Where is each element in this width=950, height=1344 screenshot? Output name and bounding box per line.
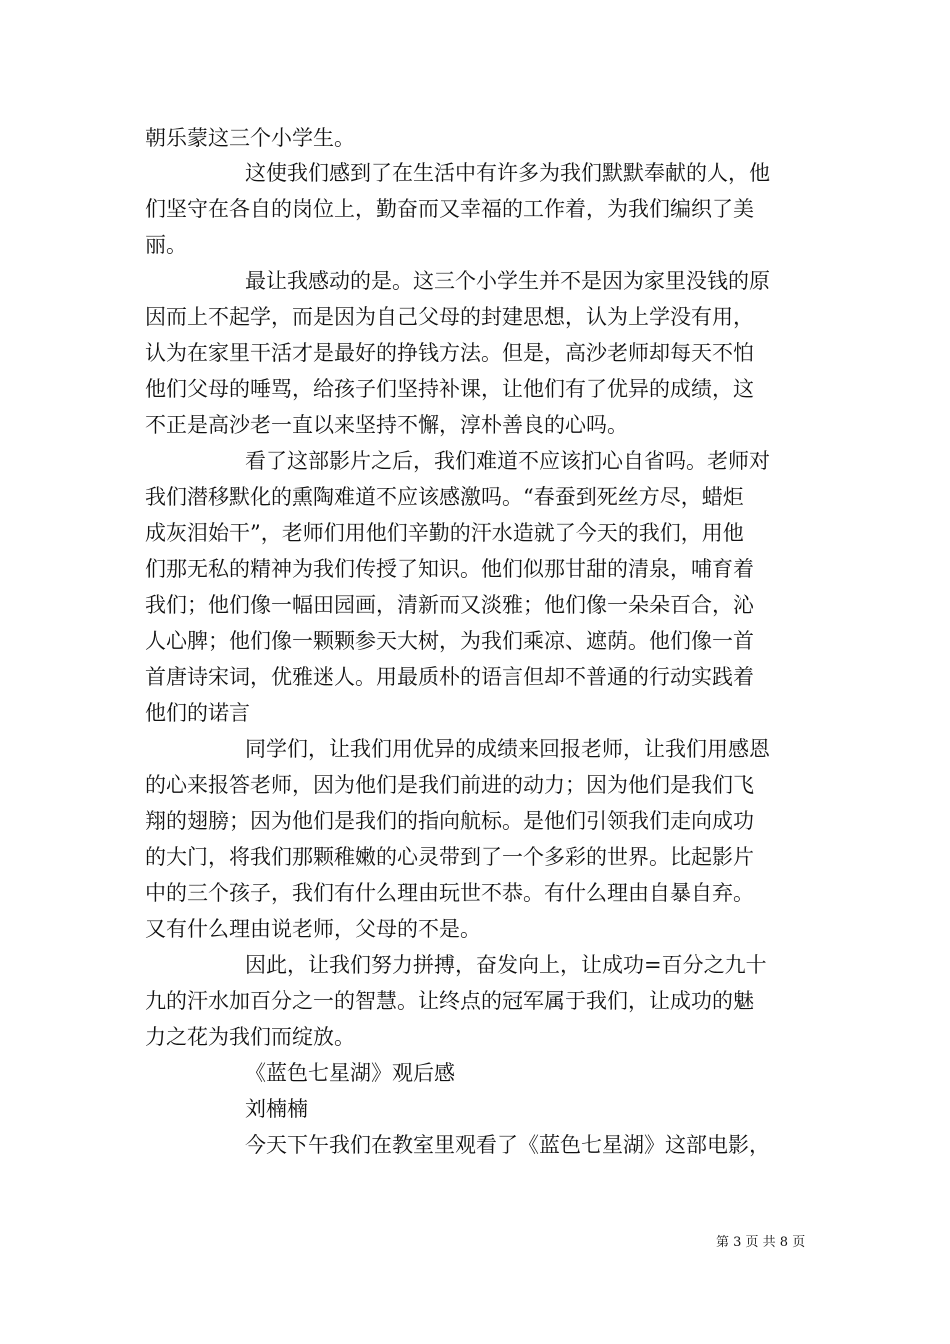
text-line: 朝乐蒙这三个小学生。 bbox=[145, 126, 355, 150]
section-title: 《蓝色七星湖》观后感 bbox=[245, 1061, 455, 1085]
text-line: 认为在家里干活才是最好的挣钱方法。但是，高沙老师却每天不怕 bbox=[145, 341, 754, 365]
text-line: 的大门，将我们那颗稚嫩的心灵带到了一个多彩的世界。比起影片 bbox=[145, 845, 754, 869]
text-line: 我们潜移默化的熏陶难道不应该感激吗。“春蚕到死丝方尽，蜡炬 bbox=[145, 485, 744, 509]
author-name: 刘楠楠 bbox=[245, 1097, 308, 1121]
text-line: 同学们，让我们用优异的成绩来回报老师，让我们用感恩 bbox=[245, 737, 770, 761]
page-footer: 第 3 页 共 8 页 bbox=[716, 1235, 806, 1250]
text-line: 看了这部影片之后，我们难道不应该扪心自省吗。老师对 bbox=[245, 449, 770, 473]
text-line: 因此，让我们努力拼搏，奋发向上，让成功=百分之九十 bbox=[245, 953, 767, 977]
text-line: 又有什么理由说老师，父母的不是。 bbox=[145, 917, 481, 941]
text-line: 成灰泪始干”，老师们用他们辛勤的汗水造就了今天的我们，用他 bbox=[145, 521, 744, 545]
text-line: 九的汗水加百分之一的智慧。让终点的冠军属于我们，让成功的魅 bbox=[145, 989, 754, 1013]
text-line: 他们父母的唾骂，给孩子们坚持补课，让他们有了优异的成绩，这 bbox=[145, 377, 754, 401]
text-line: 丽。 bbox=[145, 233, 187, 257]
text-line: 首唐诗宋词，优雅迷人。用最质朴的语言但却不普通的行动实践着 bbox=[145, 665, 754, 689]
text-line: 不正是高沙老一直以来坚持不懈，淳朴善良的心吗。 bbox=[145, 413, 628, 437]
text-line: 翔的翅膀；因为他们是我们的指向航标。是他们引领我们走向成功 bbox=[145, 809, 754, 833]
text-line: 最让我感动的是。这三个小学生并不是因为家里没钱的原 bbox=[245, 269, 770, 293]
text-line: 力之花为我们而绽放。 bbox=[145, 1025, 355, 1049]
text-line: 今天下午我们在教室里观看了《蓝色七星湖》这部电影， bbox=[245, 1133, 770, 1157]
text-line: 的心来报答老师，因为他们是我们前进的动力；因为他们是我们飞 bbox=[145, 773, 754, 797]
text-line: 我们；他们像一幅田园画，清新而又淡雅；他们像一朵朵百合，沁 bbox=[145, 593, 754, 617]
text-line: 他们的诺言 bbox=[145, 701, 250, 725]
text-line: 中的三个孩子，我们有什么理由玩世不恭。有什么理由自暴自弃。 bbox=[145, 881, 754, 905]
text-line: 人心脾；他们像一颗颗参天大树，为我们乘凉、遮荫。他们像一首 bbox=[145, 629, 754, 653]
text-line: 们那无私的精神为我们传授了知识。他们似那甘甜的清泉，哺育着 bbox=[145, 557, 754, 581]
text-line: 因而上不起学，而是因为自己父母的封建思想，认为上学没有用， bbox=[145, 305, 754, 329]
text-line: 们坚守在各自的岗位上，勤奋而又幸福的工作着，为我们编织了美 bbox=[145, 197, 754, 221]
text-line: 这使我们感到了在生活中有许多为我们默默奉献的人，他 bbox=[245, 161, 770, 185]
